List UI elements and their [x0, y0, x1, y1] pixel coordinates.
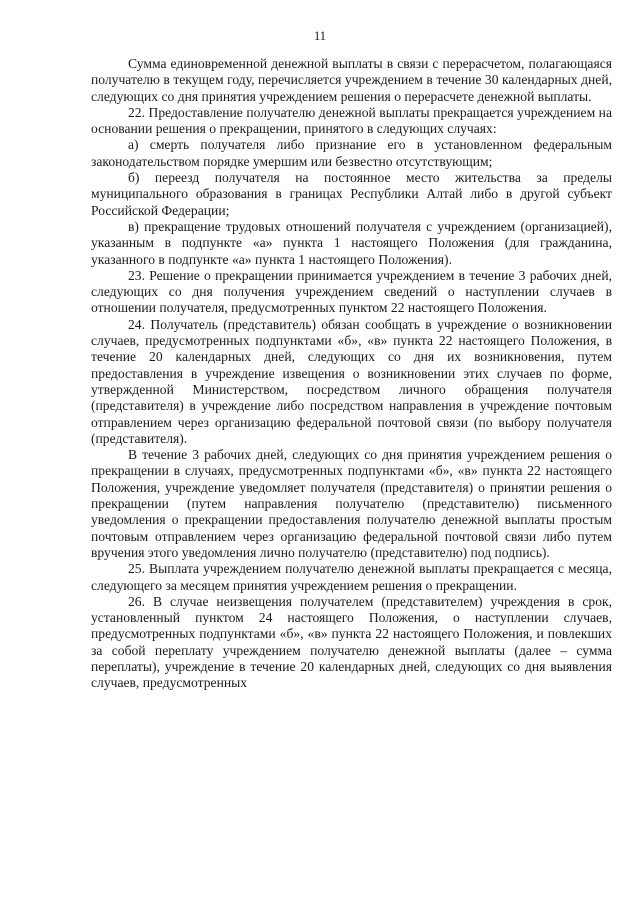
- paragraph-lump-sum-recalculation: Сумма единовременной денежной выплаты в связи с перерасчетом, полагающаяся получателю в текущем году, перечисляется учреждением в течение 30 календарных дней, следующих со дня принятия учреждением решения о перерасчете денежной выплаты.: [91, 56, 612, 104]
- subitem-b-relocation: б) переезд получателя на постоянное место жительства за пределы муниципального образования в границах Республики Алтай либо в другой субъект Российской Федерации;: [91, 170, 612, 218]
- paragraph-23-decision-deadline: 23. Решение о прекращении принимается учреждением в течение 3 рабочих дней, следующих со дня получения учреждением сведений о наступлении случаев в отношении получателя, предусмотренных пунктом 22 настоящего Положения.: [91, 267, 612, 316]
- paragraph-24-notification: В течение 3 рабочих дней, следующих со дня принятия учреждением решения о прекращении в случаях, предусмотренных подпунктами «б», «в» пункта 22 настоящего Положения, учреждение уведомляет получателя (представителя) о принятии решения о прекращении (путем направления получателю (представителю) письменного уведомления о прекращении предоставления получателю денежной выплаты простым почтовым отправлением через организацию федеральной почтовой связи либо путем вручения этого уведомления лично получателю (представителю) под подпись).: [91, 447, 612, 560]
- paragraph-24-recipient-obligation: 24. Получатель (представитель) обязан сообщать в учреждение о возникновении случаев, предусмотренных подпунктами «б», «в» пункта 22 настоящего Положения, в течение 20 календарных дней, следующих со дня их возникновения, путем предоставления в учреждение извещения о возникновении этих случаев по форме, утвержденной Министерством, посредством личного обращения получателя (представителя) в учреждение либо посредством направления в учреждение почтовым отправлением через организацию федеральной почтовой связи (по выбору получателя (представителя).: [91, 316, 612, 446]
- subitem-a-death: а) смерть получателя либо признание его в установленном федеральным законодательством порядке умершим или безвестно отсутствующим;: [91, 137, 612, 169]
- page-number: 11: [313, 29, 327, 43]
- subitem-v-employment-end: в) прекращение трудовых отношений получателя с учреждением (организацией), указанным в подпункте «а» пункта 1 настоящего Положения (для гражданина, указанного в подпункте «а» пункта 1 настоящего Положения).: [91, 218, 612, 267]
- paragraph-22-termination-grounds: 22. Предоставление получателю денежной выплаты прекращается учреждением на основании решения о прекращении, принятого в следующих случаях:: [91, 104, 612, 137]
- paragraph-26-overpayment: 26. В случае неизвещения получателем (представителем) учреждения в срок, установленный пунктом 24 настоящего Положения, о наступлении случаев, предусмотренных подпунктами «б», «в» пункта 22 настоящего Положения, и повлекших за собой переплату учреждением получателю денежной выплаты (далее – сумма переплаты), учреждение в течение 20 календарных дней, следующих со дня выявления случаев, предусмотренных: [91, 593, 612, 691]
- paragraph-25-payment-stop: 25. Выплата учреждением получателю денежной выплаты прекращается с месяца, следующего за месяцем принятия учреждением решения о прекращении.: [91, 561, 612, 593]
- document-body: [91, 56, 612, 692]
